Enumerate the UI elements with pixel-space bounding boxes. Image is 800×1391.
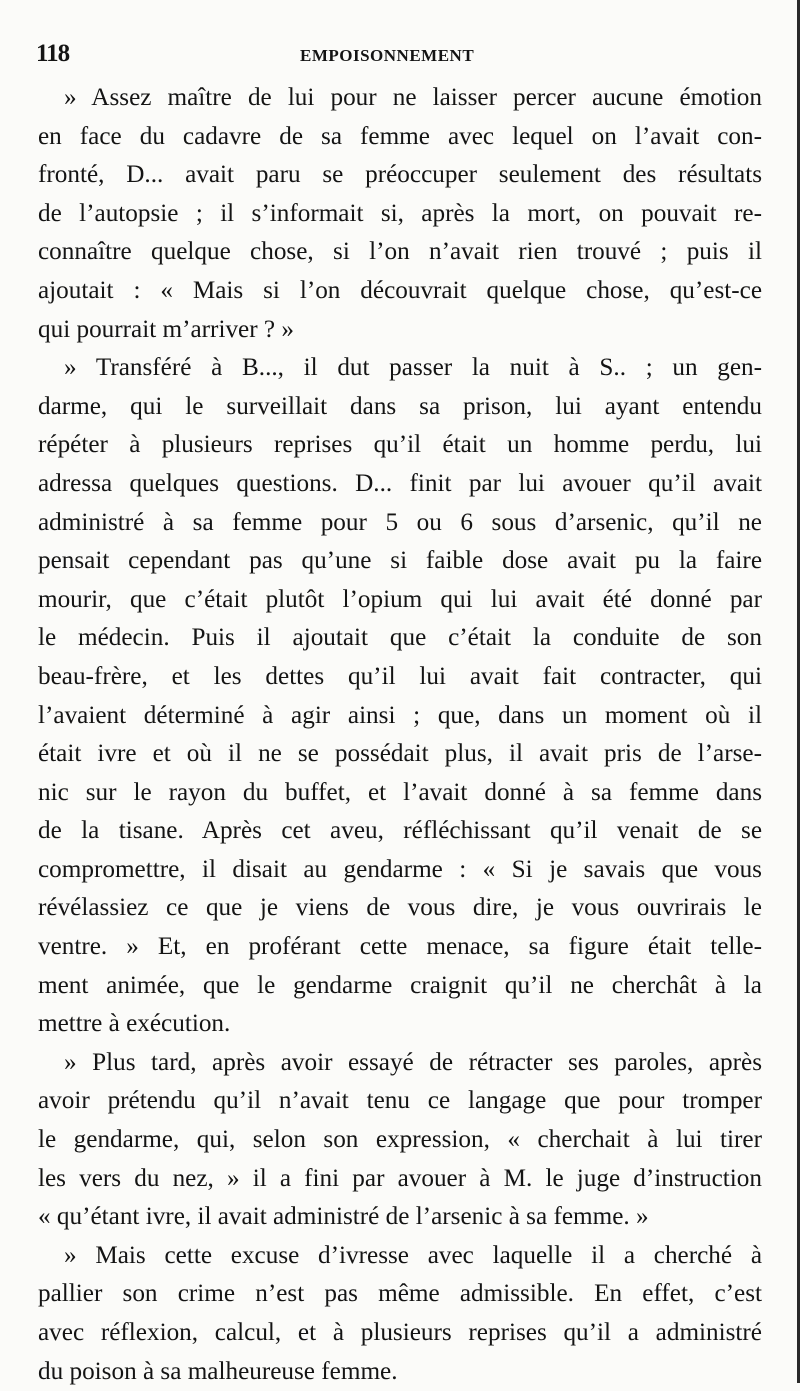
text-line: mourir, que c’était plutôt l’opium qui lui avait été donné par — [38, 585, 762, 613]
text-line: le médecin. Puis il ajoutait que c’était la conduite de son — [38, 624, 762, 652]
text-line: avoir prétendu qu’il n’avait tenu ce langage que pour tromper — [38, 1087, 762, 1115]
text-line: qui pourrait m’arriver ? » — [38, 315, 294, 343]
text-line: révélassiez ce que je viens de vous dire, je vous ouvrirais le — [38, 894, 762, 922]
text-line: nic sur le rayon du buffet, et l’avait donné à sa femme dans — [38, 778, 762, 806]
text-line: les vers du nez, » il a fini par avouer à M. le juge d’instruction — [38, 1164, 762, 1192]
running-title: EMPOISONNEMENT — [300, 46, 475, 65]
text-line: beau-frère, et les dettes qu’il lui avait fait contracter, qui — [38, 662, 762, 690]
text-line: » Plus tard, après avoir essayé de rétracter ses paroles, après — [64, 1048, 762, 1076]
text-line: avec réflexion, calcul, et à plusieurs reprises qu’il a administré — [38, 1319, 762, 1346]
text-line: le gendarme, qui, selon son expression, « cherchait à lui tirer — [38, 1126, 762, 1154]
text-line: connaître quelque chose, si l’on n’avait rien trouvé ; puis il — [38, 238, 762, 266]
text-line: mettre à exécution. — [38, 1010, 231, 1038]
text-line: » Assez maître de lui pour ne laisser percer aucune émotion — [64, 84, 762, 111]
text-line: de l’autopsie ; il s’informait si, après la mort, on pouvait re- — [38, 199, 762, 227]
text-line: adressa quelques questions. D... finit par lui avouer qu’il avait — [38, 469, 762, 497]
body-text — [38, 79, 762, 1391]
text-line: « qu’étant ivre, il avait administré de l’arsenic à sa femme. » — [38, 1203, 649, 1231]
text-line: répéter à plusieurs reprises qu’il était un homme perdu, lui — [38, 431, 762, 459]
text-line: ajoutait : « Mais si l’on découvrait quelque chose, qu’est-ce — [38, 276, 762, 304]
text-line: ventre. » Et, en proférant cette menace, sa figure était telle- — [38, 933, 762, 961]
text-line: darme, qui le surveillait dans sa prison, lui ayant entendu — [38, 392, 762, 420]
text-line: fronté, D... avait paru se préoccuper seulement des résultats — [38, 161, 762, 189]
text-line: de la tisane. Après cet aveu, réfléchissant qu’il venait de se — [38, 817, 762, 845]
text-line: ment animée, que le gendarme craignit qu’il ne cherchât à la — [38, 971, 762, 999]
page-header — [36, 40, 756, 74]
text-line: était ivre et où il ne se possédait plus, il avait pris de l’arse- — [38, 740, 762, 768]
text-line: pensait cependant pas qu’une si faible dose avait pu la faire — [38, 547, 762, 575]
text-line: » Transféré à B..., il dut passer la nuit à S.. ; un gen- — [64, 354, 762, 382]
text-line: l’avaient déterminé à agir ainsi ; que, dans un moment où il — [38, 701, 762, 729]
text-line: administré à sa femme pour 5 ou 6 sous d’arsenic, qu’il ne — [38, 508, 762, 536]
text-line: pallier son crime n’est pas même admissible. En effet, c’est — [38, 1280, 762, 1308]
text-line: » Mais cette excuse d’ivresse avec laquelle il a cherché à — [64, 1241, 762, 1269]
page-number: 118 — [36, 40, 70, 67]
text-line: du poison à sa malheureuse femme. — [38, 1357, 398, 1385]
text-line: en face du cadavre de sa femme avec lequel on l’avait con- — [38, 122, 762, 150]
text-line: compromettre, il disait au gendarme : « Si je savais que vous — [38, 855, 762, 883]
